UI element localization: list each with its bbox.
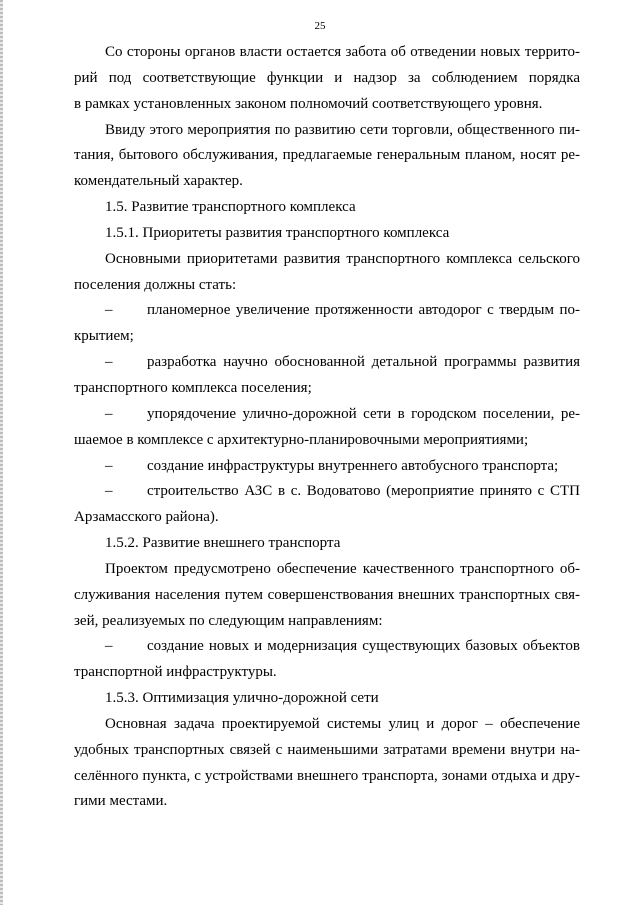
text-line: Арзамасского района). (74, 509, 219, 526)
text-line: транспортного комплекса поселения; (74, 379, 312, 396)
text-line: гими местами. (74, 793, 168, 810)
list-item (74, 634, 580, 660)
list-item-text: упорядочение улично-дорожной сети в городском поселении, ре- (147, 405, 580, 422)
text-line: селённого пункта, с устройствами внешнего транспорта, зонами отдыха и дру- (74, 767, 580, 784)
list-item (74, 479, 580, 505)
list-item-text: создание новых и модернизация существующих базовых объектов (147, 638, 580, 655)
scan-edge (0, 0, 3, 905)
text-line: Ввиду этого мероприятия по развитию сети торговли, общественного пи- (105, 121, 580, 138)
subsection-heading: 1.5.1. Приоритеты развития транспортного комплекса (105, 224, 450, 241)
list-item-text: планомерное увеличение протяженности автодорог с твердым по- (147, 302, 580, 319)
list-dash: – (105, 483, 113, 500)
text-line: крытием; (74, 328, 134, 345)
text-line: поселения должны стать: (74, 276, 237, 293)
list-item-text: разработка научно обоснованной детальной программы развития (147, 354, 580, 371)
list-item-text: создание инфраструктуры внутреннего автобусного транспорта; (147, 457, 559, 474)
list-item (74, 298, 580, 324)
text-line: Основная задача проектируемой системы улиц и дорог – обеспечение (105, 715, 580, 732)
text-line: Основными приоритетами развития транспортного комплекса сельского (105, 250, 580, 267)
document-body (74, 40, 580, 815)
list-item (74, 402, 580, 428)
list-dash: – (105, 638, 113, 655)
subsection-heading: 1.5.2. Развитие внешнего транспорта (105, 535, 341, 552)
text-line: шаемое в комплексе с архитектурно-планировочными мероприятиями; (74, 431, 529, 448)
list-item-text: строительство АЗС в с. Водоватово (мероприятие принято с СТП (147, 483, 580, 500)
text-line: транспортной инфраструктуры. (74, 664, 277, 681)
list-item (74, 454, 580, 480)
section-heading: 1.5. Развитие транспортного комплекса (105, 199, 356, 216)
list-dash: – (105, 405, 113, 422)
subsection-heading: 1.5.3. Оптимизация улично-дорожной сети (105, 690, 379, 707)
list-dash: – (105, 354, 113, 371)
list-dash: – (105, 457, 113, 474)
page-number: 25 (314, 20, 326, 32)
text-line: тания, бытового обслуживания, предлагаемые генеральным планом, носят ре- (74, 147, 580, 164)
list-dash: – (105, 302, 113, 319)
text-line: Проектом предусмотрено обеспечение качественного транспортного об- (105, 560, 580, 577)
text-line: Со стороны органов власти остается забота об отведении новых террито- (105, 44, 580, 60)
text-line: рий под соответствующие функции и надзор за соблюдением порядка (74, 69, 580, 86)
text-line: комендательный характер. (74, 173, 243, 190)
text-line: служивания населения путем совершенствования внешних транспортных свя- (74, 586, 580, 603)
text-line: в рамках установленных законом полномочий соответствующего уровня. (74, 95, 543, 112)
list-item (74, 350, 580, 376)
text-line: зей, реализуемых по следующим направлениям: (74, 612, 383, 629)
text-line: удобных транспортных связей с наименьшими затратами времени внутри на- (74, 741, 580, 758)
